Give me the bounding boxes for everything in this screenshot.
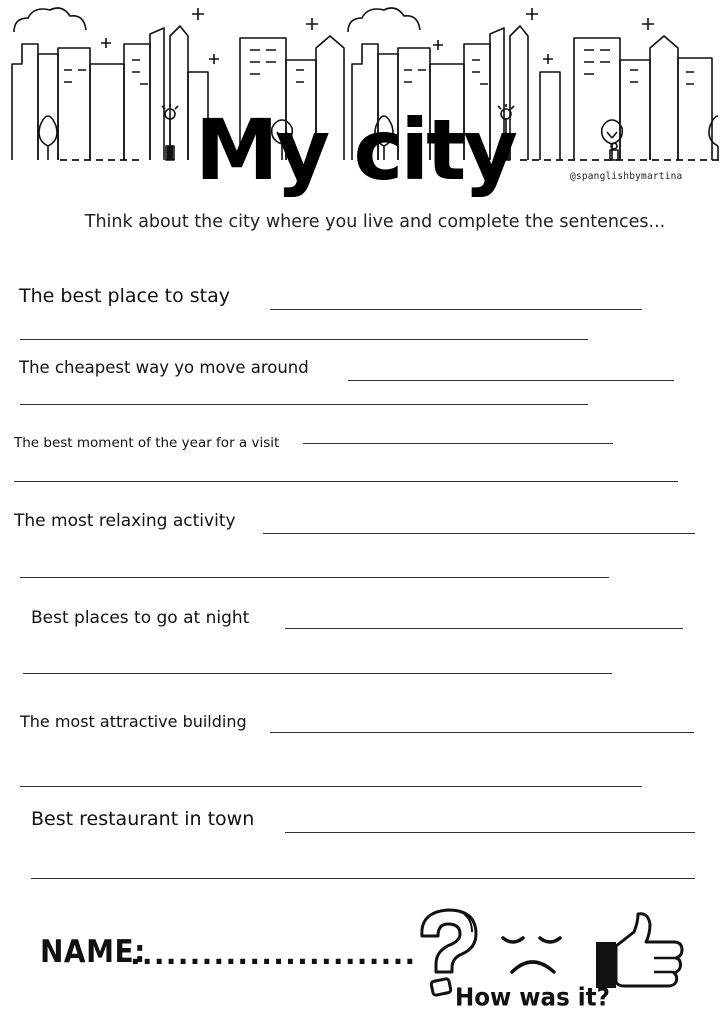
prompt-label-best-places-night: Best places to go at night bbox=[31, 608, 250, 628]
page-title: My city bbox=[194, 101, 516, 199]
prompt-label-most-relaxing-activity: The most relaxing activity bbox=[14, 511, 236, 531]
answer-line[interactable] bbox=[20, 339, 588, 340]
name-label: NAME: bbox=[40, 933, 146, 970]
answer-line[interactable] bbox=[270, 309, 642, 310]
answer-line[interactable] bbox=[263, 533, 695, 534]
answer-line[interactable] bbox=[20, 786, 642, 787]
answer-line[interactable] bbox=[285, 628, 683, 629]
prompt-label-best-place-to-stay: The best place to stay bbox=[19, 285, 231, 307]
answer-line[interactable] bbox=[285, 832, 695, 833]
prompt-label-cheapest-way: The cheapest way yo move around bbox=[19, 358, 309, 377]
answer-line[interactable] bbox=[23, 673, 612, 674]
name-field[interactable]: ........................ bbox=[130, 938, 417, 971]
answer-line[interactable] bbox=[303, 443, 613, 444]
thumbs-up-icon[interactable] bbox=[594, 912, 686, 992]
answer-line[interactable] bbox=[14, 481, 678, 482]
author-handle: @spanglishbymartina bbox=[570, 171, 683, 182]
sad-face-icon[interactable] bbox=[500, 930, 570, 980]
answer-line[interactable] bbox=[20, 404, 588, 405]
answer-line[interactable] bbox=[31, 878, 695, 879]
instructions-text: Think about the city where you live and complete the sentences... bbox=[84, 212, 666, 232]
answer-line[interactable] bbox=[270, 732, 694, 733]
prompt-label-most-attractive-building: The most attractive building bbox=[20, 712, 247, 731]
answer-line[interactable] bbox=[348, 380, 674, 381]
answer-line[interactable] bbox=[20, 577, 609, 578]
feedback-label: How was it? bbox=[455, 983, 610, 1013]
prompt-label-best-restaurant: Best restaurant in town bbox=[31, 808, 255, 830]
prompt-label-best-moment: The best moment of the year for a visit bbox=[14, 435, 280, 451]
